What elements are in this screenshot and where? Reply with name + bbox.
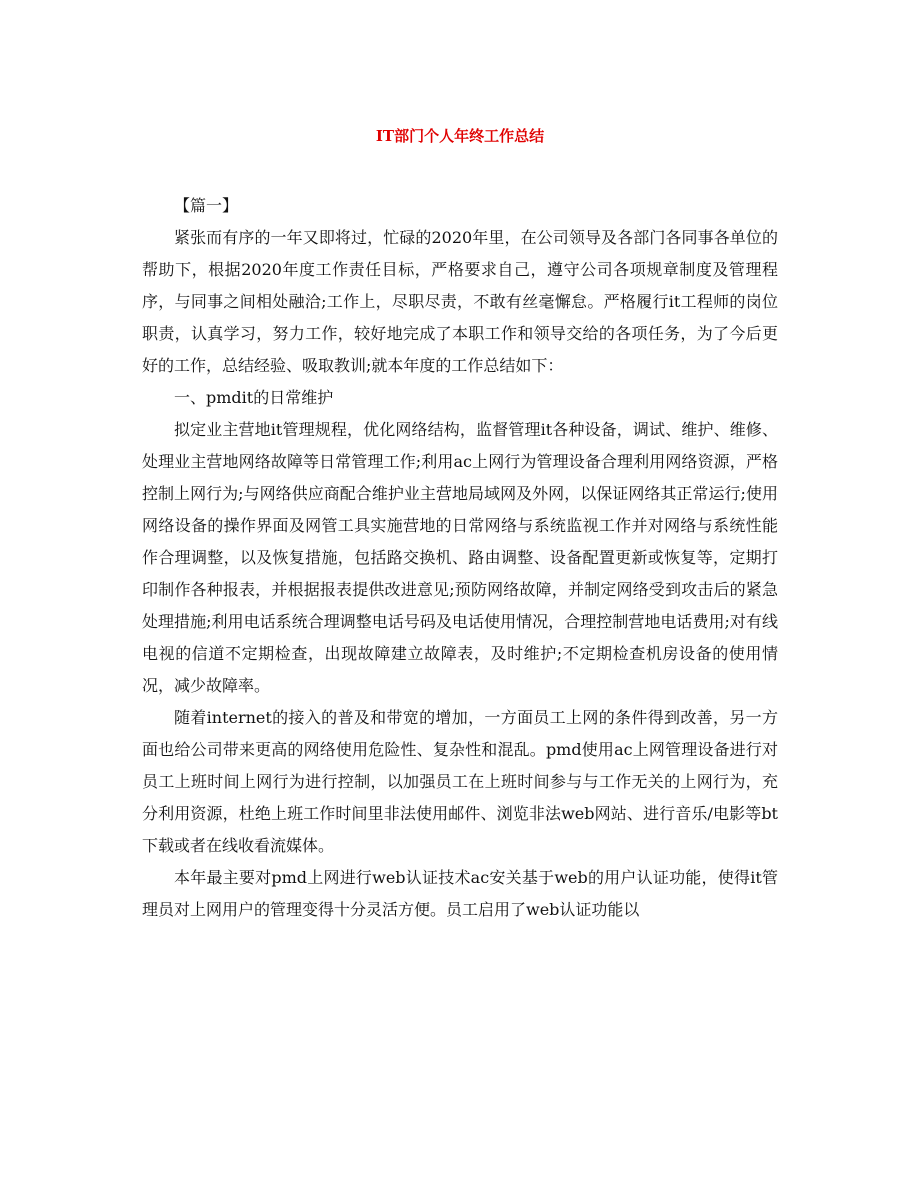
paragraph-intro: 紧张而有序的一年又即将过，忙碌的2020年里，在公司领导及各部门各同事各单位的帮助下，根据2020年度工作责任目标，严格要求自己，遵守公司各项规章制度及管理程序，与同事之间相处融洽;工作上，尽职尽责，不敢有丝毫懈怠。严格履行it工程师的岗位职责，认真学习，努力工作，较好地完成了本职工作和领导交给的各项任务，为了今后更好的工作，总结经验、吸取教训;就本年度的工作总结如下： bbox=[142, 228, 778, 375]
section-heading: 一、pmdit的日常维护 bbox=[174, 388, 334, 407]
paragraph-web-auth: 本年最主要对pmd上网进行web认证技术ac安关基于web的用户认证功能，使得it管理员对上网用户的管理变得十分灵活方便。员工启用了web认证功能以 bbox=[142, 868, 778, 919]
paragraph-maintenance: 拟定业主营地it管理规程，优化网络结构，监督管理it各种设备，调试、维护、维修、处理业主营地网络故障等日常管理工作;利用ac上网行为管理设备合理利用网络资源，严格控制上网行为;与网络供应商配合维护业主营地局域网及外网，以保证网络其正常运行;使用网络设备的操作界面及网管工具实施营地的日常网络与系统监视工作并对网络与系统性能作合理调整，以及恢复措施，包括路交换机、路由调整、设备配置更新或恢复等，定期打印制作各种报表，并根据报表提供改进意见;预防网络故障，并制定网络受到攻击后的紧急处理措施;利用电话系统合理调整电话号码及电话使用情况，合理控制营地电话费用;对有线电视的信道不定期检查，出现故障建立故障表，及时维护;不定期检查机房设备的使用情况，减少故障率。 bbox=[142, 420, 778, 695]
paragraph-internet: 随着internet的接入的普及和带宽的增加，一方面员工上网的条件得到改善，另一方面也给公司带来更高的网络使用危险性、复杂性和混乱。pmd使用ac上网管理设备进行对员工上班时间上网行为进行控制，以加强员工在上班时间参与与工作无关的上网行为，充分利用资源，杜绝上班工作时间里非法使用邮件、浏览非法web网站、进行音乐/电影等bt下载或者在线收看流媒体。 bbox=[142, 708, 778, 855]
document-body bbox=[142, 190, 778, 926]
document-title: IT部门个人年终工作总结 bbox=[375, 127, 545, 145]
section-label: 【篇一】 bbox=[174, 196, 239, 215]
